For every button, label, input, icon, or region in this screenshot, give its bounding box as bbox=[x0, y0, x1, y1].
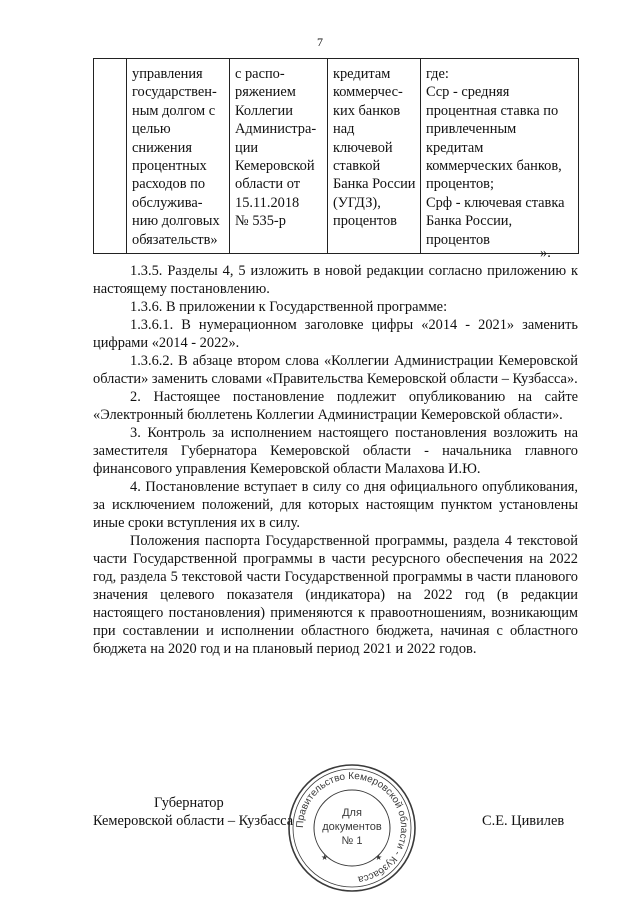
stamp-center-line-1: Для bbox=[342, 807, 362, 819]
paragraph-1-3-6-1: 1.3.6.1. В нумерационном заголовке цифры «2014 - 2021» заменить цифрами «2014 - 2022». bbox=[93, 317, 578, 351]
table-cell-basis: с распо- ряжением Коллегии Администра- ции Кемеровской области от 15.11.2018 № 535-р bbox=[230, 59, 328, 254]
stamp-ring-text: Правительство Кемеровской области - Кузбасса bbox=[294, 770, 410, 885]
paragraph-2: 2. Настоящее постановление подлежит опубликованию на сайте «Электронный бюллетень Коллегии Администрации Кемеровской области». bbox=[93, 389, 578, 423]
paragraph-provisions: Положения паспорта Государственной программы, раздела 4 текстовой части Государственной программы в части ресурсного обеспечения на 2022 год, раздела 5 текстовой части Государственной программы в части планового значения целевого показателя (индикатора) на 2022 год (в редакции настоящего постановления) применяются к правоотношениям, возникающим при составлении и исполнении областного бюджета, начиная с областного бюджета на 2020 год и на плановый период 2021 и 2022 годов. bbox=[93, 533, 578, 657]
table bbox=[93, 58, 579, 254]
signatory-name: С.Е. Цивилев bbox=[482, 813, 565, 829]
table-cell-formula: где: Сср - средняя процентная ставка по привлеченным кредитам коммерческих банков, процентов; Срф - ключевая ставка Банка России, процентов bbox=[421, 59, 579, 254]
table-cell-empty bbox=[94, 59, 127, 254]
table-cell-purpose: управления государствен- ным долгом с целью снижения процентных расходов по обслужива- нию долговых обязательств» bbox=[127, 59, 230, 254]
signatory-title: Губернатор bbox=[154, 795, 224, 811]
stamp-center-line-2: документов bbox=[322, 821, 382, 833]
stamp-star-left: ★ bbox=[321, 853, 329, 862]
page-number: 7 bbox=[317, 35, 323, 49]
paragraph-1-3-6: 1.3.6. В приложении к Государственной программе: bbox=[130, 299, 448, 315]
paragraph-4: 4. Постановление вступает в силу со дня официального опубликования, за исключением положений, для которых настоящим пунктом установлены иные сроки вступления их в силу. bbox=[93, 479, 578, 531]
paragraph-1-3-5: 1.3.5. Разделы 4, 5 изложить в новой редакции согласно приложению к настоящему постановлению. bbox=[93, 263, 578, 297]
body-text bbox=[93, 262, 578, 658]
table-cell-indicator: кредитам коммерчес- ких банков над ключевой ставкой Банка России (УГДЗ), процентов bbox=[328, 59, 421, 254]
stamp-star-right: ★ bbox=[375, 853, 383, 862]
signatory-region: Кемеровской области – Кузбасса bbox=[93, 813, 294, 829]
paragraph-1-3-6-2: 1.3.6.2. В абзаце втором слова «Коллегии Администрации Кемеровской области» заменить словами «Правительства Кемеровской области – Кузбасса». bbox=[93, 353, 578, 387]
stamp-center-line-3: № 1 bbox=[341, 835, 363, 847]
paragraph-3: 3. Контроль за исполнением настоящего постановления возложить на заместителя Губернатора Кемеровской области - начальника главного финансового управления Кемеровской области Малахова И.Ю. bbox=[93, 425, 578, 477]
table-closing-quote: ». bbox=[540, 245, 551, 261]
official-stamp bbox=[286, 762, 418, 894]
stamp-seal-graphic bbox=[286, 762, 418, 894]
table-row bbox=[94, 59, 579, 254]
